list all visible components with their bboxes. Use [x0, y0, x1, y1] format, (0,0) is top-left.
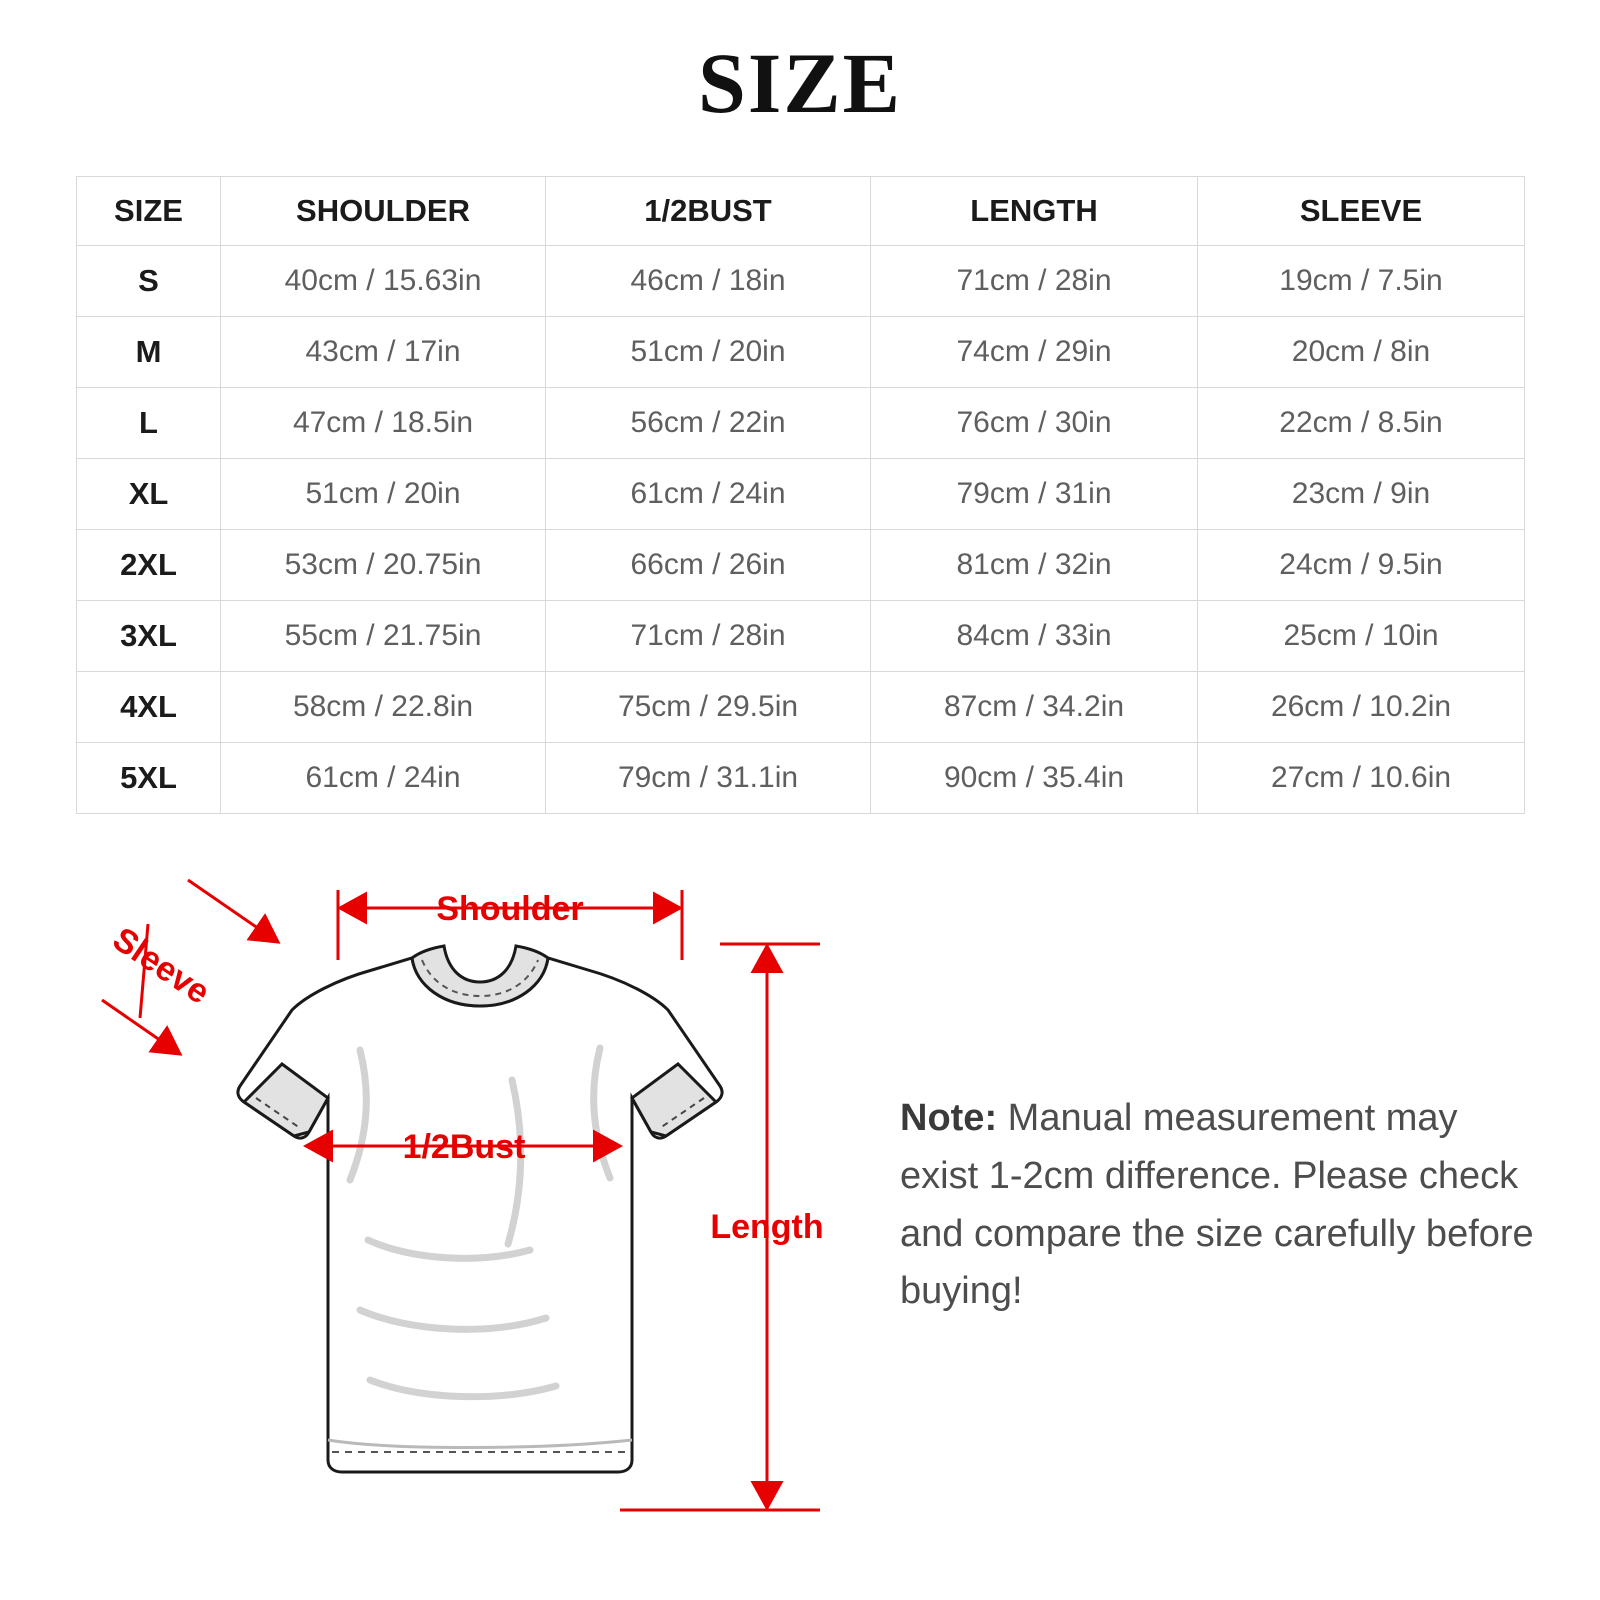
cell-length: 74cm / 29in: [871, 317, 1198, 388]
column-header-length: LENGTH: [871, 177, 1198, 246]
table-header-row: [77, 177, 1525, 246]
cell-length: 84cm / 33in: [871, 601, 1198, 672]
cell-size: 5XL: [77, 743, 221, 814]
cell-shoulder: 43cm / 17in: [221, 317, 546, 388]
table-row: [77, 601, 1525, 672]
cell-length: 90cm / 35.4in: [871, 743, 1198, 814]
cell-bust: 61cm / 24in: [546, 459, 871, 530]
column-header-bust: 1/2BUST: [546, 177, 871, 246]
shoulder-label: Shoulder: [436, 890, 584, 928]
cell-sleeve: 19cm / 7.5in: [1198, 246, 1525, 317]
page-title: SIZE: [697, 35, 903, 131]
length-label: Length: [710, 1208, 824, 1246]
column-header-sleeve: SLEEVE: [1198, 177, 1525, 246]
cell-length: 76cm / 30in: [871, 388, 1198, 459]
cell-sleeve: 25cm / 10in: [1198, 601, 1525, 672]
cell-shoulder: 55cm / 21.75in: [221, 601, 546, 672]
cell-size: S: [77, 246, 221, 317]
cell-sleeve: 24cm / 9.5in: [1198, 530, 1525, 601]
cell-bust: 66cm / 26in: [546, 530, 871, 601]
cell-length: 87cm / 34.2in: [871, 672, 1198, 743]
cell-size: 4XL: [77, 672, 221, 743]
table-row: [77, 530, 1525, 601]
cell-shoulder: 58cm / 22.8in: [221, 672, 546, 743]
note-text: [900, 1090, 1540, 1321]
cell-bust: 75cm / 29.5in: [546, 672, 871, 743]
table-row: [77, 459, 1525, 530]
tshirt-measurement-diagram: [60, 840, 880, 1560]
cell-shoulder: 40cm / 15.63in: [221, 246, 546, 317]
size-chart-table-container: [76, 176, 1524, 814]
column-header-shoulder: SHOULDER: [221, 177, 546, 246]
bust-label: 1/2Bust: [402, 1128, 526, 1166]
table-row: [77, 388, 1525, 459]
table-row: [77, 672, 1525, 743]
cell-shoulder: 47cm / 18.5in: [221, 388, 546, 459]
cell-shoulder: 61cm / 24in: [221, 743, 546, 814]
cell-sleeve: 20cm / 8in: [1198, 317, 1525, 388]
cell-bust: 46cm / 18in: [546, 246, 871, 317]
cell-bust: 71cm / 28in: [546, 601, 871, 672]
cell-bust: 56cm / 22in: [546, 388, 871, 459]
cell-size: 3XL: [77, 601, 221, 672]
table-row: [77, 317, 1525, 388]
cell-bust: 79cm / 31.1in: [546, 743, 871, 814]
cell-length: 81cm / 32in: [871, 530, 1198, 601]
note-body: Manual measurement may exist 1-2cm difference. Please check and compare the size carefully before buying!: [900, 1097, 1534, 1313]
cell-shoulder: 53cm / 20.75in: [221, 530, 546, 601]
note-prefix: Note:: [900, 1097, 998, 1139]
cell-bust: 51cm / 20in: [546, 317, 871, 388]
cell-sleeve: 26cm / 10.2in: [1198, 672, 1525, 743]
size-chart-table: [76, 176, 1525, 814]
cell-size: M: [77, 317, 221, 388]
cell-shoulder: 51cm / 20in: [221, 459, 546, 530]
cell-sleeve: 23cm / 9in: [1198, 459, 1525, 530]
cell-size: L: [77, 388, 221, 459]
table-row: [77, 743, 1525, 814]
table-row: [77, 246, 1525, 317]
cell-sleeve: 27cm / 10.6in: [1198, 743, 1525, 814]
cell-sleeve: 22cm / 8.5in: [1198, 388, 1525, 459]
cell-length: 71cm / 28in: [871, 246, 1198, 317]
cell-length: 79cm / 31in: [871, 459, 1198, 530]
cell-size: XL: [77, 459, 221, 530]
cell-size: 2XL: [77, 530, 221, 601]
column-header-size: SIZE: [77, 177, 221, 246]
sleeve-label: Sleeve: [105, 919, 217, 1012]
